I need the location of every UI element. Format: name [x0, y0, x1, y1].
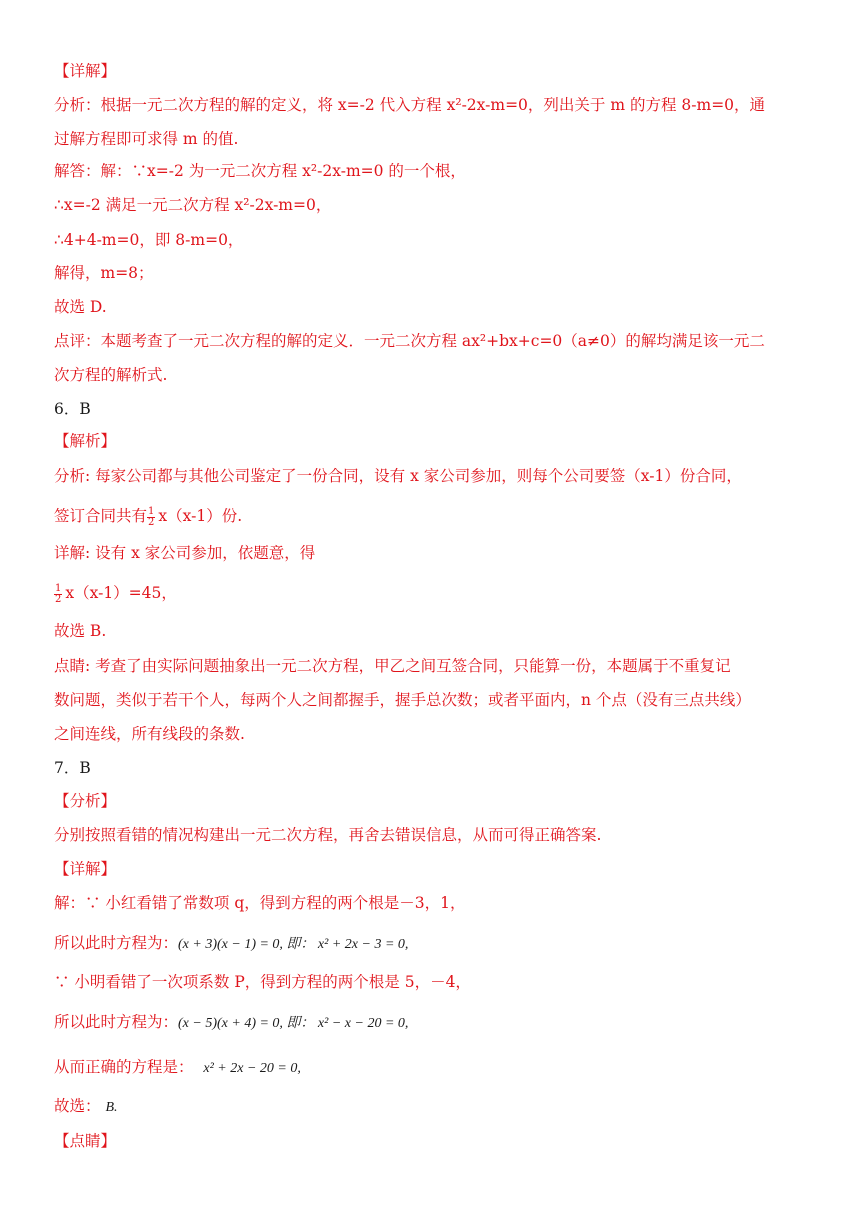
answer-choice: 故选 B. — [54, 622, 107, 640]
comment-line: 次方程的解析式. — [54, 366, 168, 384]
comment-line: 数问题，类似于若干个人，每两个人之间都握手，握手总次数；或者平面内，n 个点（没有三点共线） — [54, 691, 751, 709]
section-heading-detail: 【详解】 — [54, 62, 117, 80]
answer-line: 解得，m=8； — [54, 264, 154, 282]
answer-choice: 故选 D. — [54, 298, 107, 316]
analysis-line — [54, 505, 242, 528]
question-number: 7．B — [54, 759, 91, 777]
equation-text: x（x-1）=45， — [65, 584, 177, 602]
solution-text: 所以此时方程为： — [54, 934, 179, 952]
comment-line: 点睛: 考查了由实际问题抽象出一元二次方程，甲乙之间互签合同，只能算一份，本题属于不重复记 — [54, 657, 731, 675]
answer-letter: B. — [105, 1100, 118, 1115]
solution-line: ∵ 小明看错了一次项系数 P，得到方程的两个根是 5，－4， — [54, 973, 471, 991]
analysis-line: 分别按照看错的情况构建出一元二次方程，再舍去错误信息，从而可得正确答案. — [54, 826, 602, 844]
comment-line: 之间连线，所有线段的条数. — [54, 725, 245, 743]
solution-text: 从而正确的方程是： — [54, 1058, 194, 1076]
solution-text: 所以此时方程为： — [54, 1013, 179, 1031]
fraction-numerator: 1 — [148, 505, 155, 517]
section-heading-comment: 【点睛】 — [54, 1132, 117, 1150]
fraction — [147, 507, 155, 528]
section-heading-detail: 【详解】 — [54, 860, 117, 878]
equation: x² + 2x − 20 = 0, — [203, 1061, 301, 1076]
detail-line: 详解: 设有 x 家公司参加，依题意，得 — [54, 544, 316, 562]
question-number: 6．B — [54, 400, 91, 418]
answer-line: ∴4+4-m=0，即 8-m=0， — [54, 231, 244, 249]
answer-line: 解答：解：∵x=-2 为一元二次方程 x²-2x-m=0 的一个根， — [54, 162, 466, 180]
fraction-numerator: 1 — [55, 582, 62, 594]
solution-line — [54, 1011, 408, 1035]
answer-line: ∴x=-2 满足一元二次方程 x²-2x-m=0， — [54, 196, 332, 214]
fraction-denominator: 2 — [148, 516, 155, 528]
solution-line — [54, 932, 408, 956]
equation: (x − 5)(x + 4) = 0, 即： x² − x − 20 = 0, — [178, 1016, 409, 1031]
analysis-line: 分析：根据一元二次方程的解的定义，将 x=-2 代入方程 x²-2x-m=0，列出关于 m 的方程 8-m=0，通 — [54, 96, 766, 114]
analysis-line: 过解方程即可求得 m 的值. — [54, 130, 239, 148]
analysis-line: 分析: 每家公司都与其他公司鉴定了一份合同，设有 x 家公司参加，则每个公司要签（x-1）份合同， — [54, 467, 742, 485]
equation-line — [54, 582, 177, 605]
analysis-text: x（x-1）份. — [158, 507, 243, 525]
solution-text: 故选： — [54, 1097, 101, 1115]
section-heading-analysis: 【分析】 — [54, 792, 117, 810]
comment-line: 点评：本题考查了一元二次方程的解的定义．一元二次方程 ax²+bx+c=0（a≠0）的解均满足该一元二 — [54, 332, 765, 350]
answer-choice — [54, 1095, 118, 1119]
analysis-text: 签订合同共有 — [54, 507, 148, 525]
section-heading-explanation: 【解析】 — [54, 432, 117, 450]
solution-line — [54, 1056, 301, 1080]
fraction-denominator: 2 — [55, 593, 62, 605]
fraction — [54, 584, 62, 605]
equation: (x + 3)(x − 1) = 0, 即： x² + 2x − 3 = 0, — [178, 937, 409, 952]
solution-line: 解：∵ 小红看错了常数项 q，得到方程的两个根是－3，1， — [54, 894, 466, 912]
